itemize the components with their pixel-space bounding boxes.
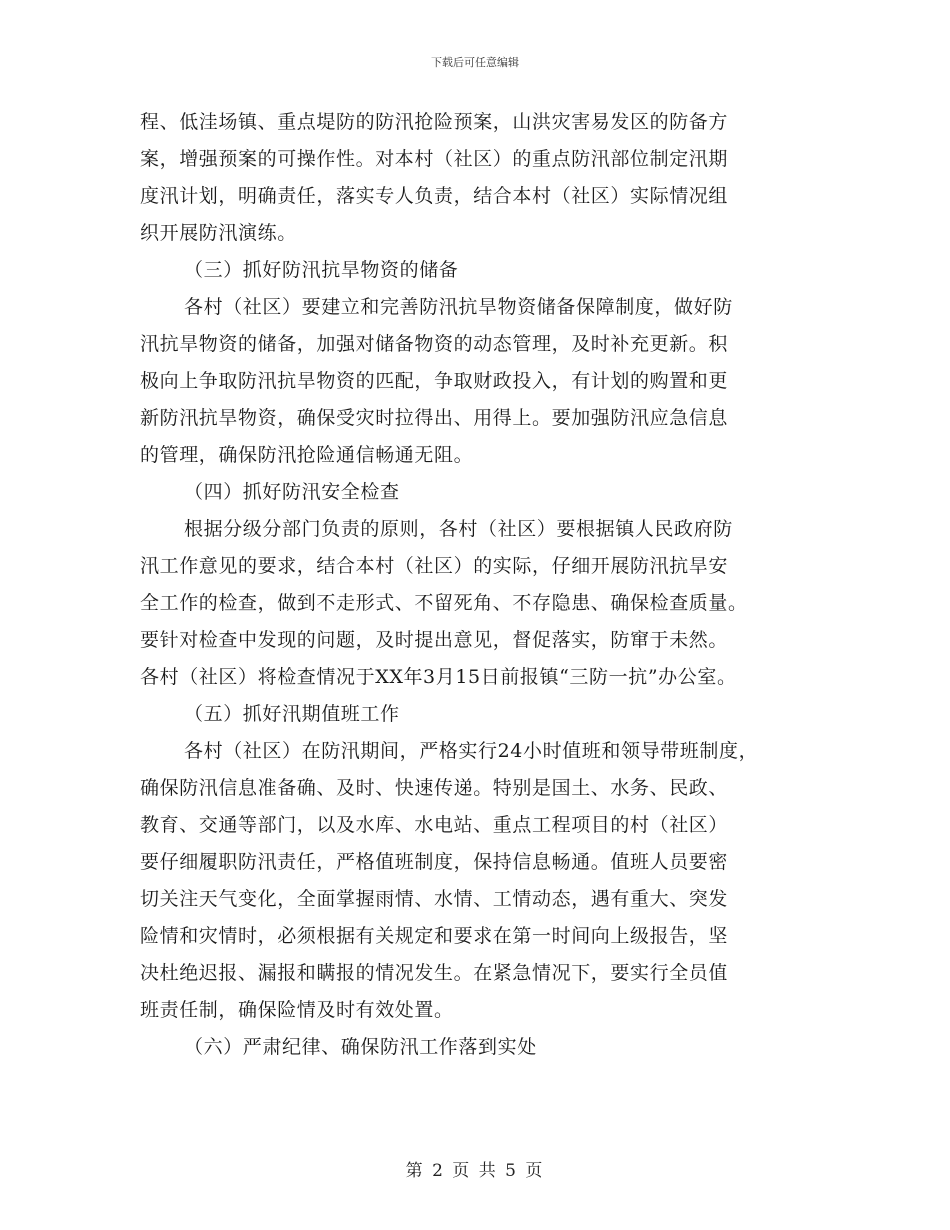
paragraph-line: 极向上争取防汛抗旱物资的匹配，争取财政投入，有计划的购置和更 — [140, 370, 729, 392]
document-body — [140, 104, 840, 1066]
paragraph-line: 程、低洼场镇、重点堤防的防汛抢险预案，山洪灾害易发区的防备方 — [140, 111, 729, 133]
page-header-note: 下载后可任意编辑 — [431, 56, 519, 69]
paragraph-line: 汛工作意见的要求，结合本村（社区）的实际，仔细开展防汛抗旱安 — [140, 555, 729, 577]
paragraph-line-indented: （六）严肃纪律、确保防汛工作落到实处 — [184, 1036, 537, 1058]
paragraph-line: 班责任制，确保险情及时有效处置。 — [140, 999, 454, 1021]
paragraph-line: 切关注天气变化，全面掌握雨情、水情、工情动态，遇有重大、突发 — [140, 888, 729, 910]
paragraph-line: 险情和灾情时，必须根据有关规定和要求在第一时间向上级报告，坚 — [140, 925, 729, 947]
paragraph-line: 要针对检查中发现的问题，及时提出意见，督促落实，防窜于未然。 — [140, 629, 729, 651]
paragraph-line: 织开展防汛演练。 — [140, 222, 297, 244]
paragraph-line-indented: （四）抓好防汛安全检查 — [184, 481, 400, 503]
paragraph-line: 新防汛抗旱物资，确保受灾时拉得出、用得上。要加强防汛应急信息 — [140, 407, 729, 429]
paragraph-line: 汛抗旱物资的储备，加强对储备物资的动态管理，及时补充更新。积 — [140, 333, 729, 355]
paragraph-line: 确保防汛信息准备确、及时、快速传递。特别是国土、水务、民政、 — [140, 777, 729, 799]
paragraph-line: 决杜绝迟报、漏报和瞒报的情况发生。在紧急情况下，要实行全员值 — [140, 962, 729, 984]
paragraph-line-indented: 根据分级分部门负责的原则，各村（社区）要根据镇人民政府防 — [184, 518, 733, 540]
paragraph-line: 度汛计划，明确责任，落实专人负责，结合本村（社区）实际情况组 — [140, 185, 729, 207]
paragraph-line: 要仔细履职防汛责任，严格值班制度，保持信息畅通。值班人员要密 — [140, 851, 729, 873]
paragraph-line: 全工作的检查，做到不走形式、不留死角、不存隐患、确保检查质量。 — [140, 592, 748, 614]
paragraph-line: 的管理，确保防汛抢险通信畅通无阻。 — [140, 444, 474, 466]
paragraph-line-indented: 各村（社区）要建立和完善防汛抗旱物资储备保障制度，做好防 — [184, 296, 733, 318]
paragraph-line: 教育、交通等部门，以及水库、水电站、重点工程项目的村（社区） — [140, 814, 729, 836]
paragraph-line: 案，增强预案的可操作性。对本村（社区）的重点防汛部位制定汛期 — [140, 148, 729, 170]
paragraph-line-indented: （五）抓好汛期值班工作 — [184, 703, 400, 725]
paragraph-line: 各村（社区）将检查情况于XX年3月15日前报镇“三防一抗”办公室。 — [140, 666, 737, 688]
paragraph-line-indented: （三）抓好防汛抗旱物资的储备 — [184, 259, 459, 281]
paragraph-line-indented: 各村（社区）在防汛期间，严格实行24小时值班和领导带班制度， — [184, 740, 759, 762]
page-number-footer: 第 2 页 共 5 页 — [405, 1161, 545, 1181]
